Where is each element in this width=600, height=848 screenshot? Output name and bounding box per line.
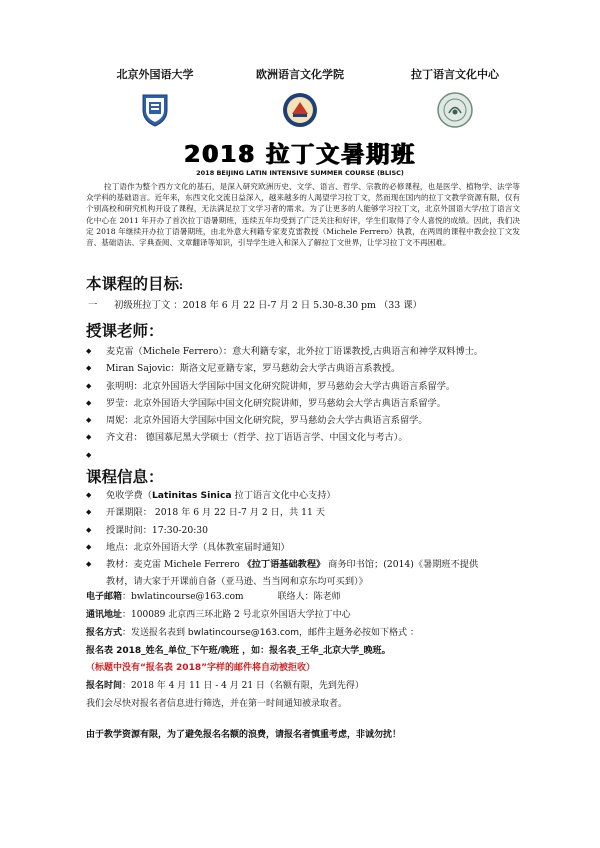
address-text: ：100089 北京西三环北路 2 号北京外国语大学拉丁中心 (122, 610, 351, 620)
signup-label: 报名方式 (86, 628, 123, 638)
warning-text: （标题中没有“报名表 2018”字样的邮件将自动被拒收） (86, 663, 316, 673)
deadline-line (86, 678, 364, 691)
fee-bold: Latinitas Sinica (151, 490, 232, 501)
course-place: 地点：北京外国语大学（具体教室届时通知） (106, 541, 290, 553)
textbook-title: 《拉丁语基础教程》 (242, 559, 326, 571)
bullet-icon: ◆ (86, 525, 92, 534)
bullet-icon: ◆ (86, 398, 92, 407)
goals-heading-text: 本课程的目标 (86, 275, 180, 293)
signup-line (86, 625, 419, 638)
fee-prefix: 免收学费（ (106, 490, 152, 501)
teacher-text: 罗莹：北京外国语大学国际中国文化研究院讲师，罗马慈幼会大学古典语言系留学。 (106, 397, 446, 409)
bullet-icon: ◆ (86, 542, 92, 551)
goals-heading (86, 272, 183, 294)
bullet-icon: ◆ (86, 347, 92, 355)
subject-format: 报名表 2018_姓名_单位_下午班/晚班 ，如：报名表_王华_北京大学_晚班。 (86, 646, 391, 656)
list-item (86, 487, 526, 504)
goal-item (88, 297, 422, 311)
deadline-text: ：2018 年 4 月 11 日 - 4 月 21 日（名额有限，先到先得） (122, 681, 364, 691)
intro-paragraph: 拉丁语作为整个西方文化的基石，是深入研究欧洲历史、文学、语言、哲学、宗教的必修课程，也是医学、植物学、法学等众学科的基础语言。近年来，东西文化交流日益深入，越来越多的人渴望学习拉丁文，然而现在国内的拉丁文教学资源有限，仅有个别高校和研究机构开设了课程，无法满足拉丁文学习者的需求。为了让更多的人能够学习拉丁文，北京外国语大学/拉丁语言文化中心在 2011 年开办了首次拉丁语暑期班，连续五年均受到了广泛关注和好评，学生们取得了令人喜悦的成绩。因此，我们决定 2018 年继续开办拉丁语暑期班，由北外意大利籍专家麦克雷教授（Michele Ferrero）执教，在两周的课程中教会拉丁文发音、基础语法、字典查阅、文章翻译等知识，引导学生进入和深入了解拉丁文世界，让学习拉丁文不再困难。 (86, 182, 520, 248)
page-title: 2018 拉丁文暑期班 (183, 142, 417, 168)
goals-heading-colon: : (179, 281, 184, 292)
institution-header (0, 66, 600, 136)
list-item (86, 539, 526, 556)
institution-name: 欧洲语言文化学院 (256, 68, 344, 81)
list-item (86, 378, 526, 395)
list-item (86, 556, 526, 591)
screening-note: 我们会尽快对报名者信息进行筛选，并在第一时间通知被录取者。 (86, 699, 348, 709)
teacher-text: Miran Sajovic：斯洛文尼亚籍专家，罗马慈幼会大学古典语言系教授。 (106, 363, 401, 375)
address-line (86, 607, 351, 620)
bullet-icon: ◆ (86, 433, 92, 442)
bfsu-shield-logo-icon (137, 92, 173, 128)
institution-name: 拉丁语言文化中心 (411, 68, 499, 81)
bullet-icon: ◆ (86, 450, 92, 459)
course-info-heading: 课程信息： (86, 468, 164, 486)
latin-centre-round-emblem-icon (437, 92, 473, 128)
contact-person: 联络人：陈老师 (277, 592, 341, 602)
bullet-icon: ◆ (86, 416, 92, 425)
teacher-text: 周妮：北京外国语大学国际中国文化研究院，罗马慈幼会大学古典语言系留学。 (106, 415, 428, 427)
bullet-icon: ◆ (86, 560, 92, 569)
final-notice: 由于教学资源有限，为了避免报名名额的浪费，请报名者慎重考虑，非诚勿扰！ (86, 730, 402, 740)
signup-text: ：发送报名表到 bwlatincourse@163.com，邮件主题务必按如下格式 ： (122, 628, 419, 638)
list-item (86, 343, 526, 360)
email-line (86, 589, 341, 602)
list-item (86, 429, 526, 446)
email-colon: ： (122, 592, 132, 602)
bullet-icon: ◆ (86, 381, 92, 390)
list-item (86, 395, 526, 412)
bullet-icon: ◆ (86, 508, 92, 517)
list-item (86, 412, 526, 429)
course-dates: 开课期限： 2018 年 6 月 22 日-7 月 2 日，共 11 天 (106, 507, 325, 519)
course-time: 授课时间：17:30-20:30 (106, 524, 208, 536)
teacher-list (86, 343, 526, 459)
address-label: 通讯地址 (86, 610, 123, 620)
fee-suffix: 拉丁语言文化中心支持） (231, 490, 336, 501)
list-item (86, 522, 526, 539)
list-item (86, 504, 526, 521)
textbook-suffix: 商务印书馆；(2014)《暑期班不提供 (325, 559, 479, 571)
teacher-text: 麦克雷（Michele Ferrero）：意大利籍专家，北外拉丁语课教授,古典语言和神学双料博士。 (106, 346, 484, 357)
goal-text: 初级班拉丁文 ：2018 年 6 月 22 日-7 月 2 日 5.30-8.30 pm （33 课） (114, 300, 422, 311)
teachers-heading: 授课老师： (86, 322, 164, 340)
textbook-prefix: 教材：麦克雷 Michele Ferrero (106, 559, 243, 571)
goal-dash: 一 (88, 300, 98, 311)
bullet-icon: ◆ (86, 491, 92, 499)
course-info-list (86, 487, 526, 591)
email-label: 电子邮箱 (86, 592, 123, 602)
bullet-icon: ◆ (86, 364, 92, 373)
email-address[interactable]: bwlatincourse@163.com (131, 592, 244, 602)
textbook-note: 教材，请大家于开课前自备（亚马逊、当当网和京东均可买到）》 (106, 576, 368, 588)
teacher-text: 张明明：北京外国语大学国际中国文化研究院讲师，罗马慈幼会大学古典语言系留学。 (106, 380, 456, 392)
teacher-text: 齐文君： 德国慕尼黑大学硕士（哲学、拉丁语语言学、中国文化与考古）。 (106, 432, 408, 444)
college-round-emblem-icon (282, 92, 318, 128)
institution-name: 北京外国语大学 (116, 68, 194, 81)
list-item (86, 360, 526, 377)
institution-latin-centre (360, 66, 550, 132)
deadline-label: 报名时间 (86, 681, 123, 691)
page-subtitle: 2018 BEIJING LATIN INTENSIVE SUMMER COURSE (BLISC) (196, 169, 404, 177)
